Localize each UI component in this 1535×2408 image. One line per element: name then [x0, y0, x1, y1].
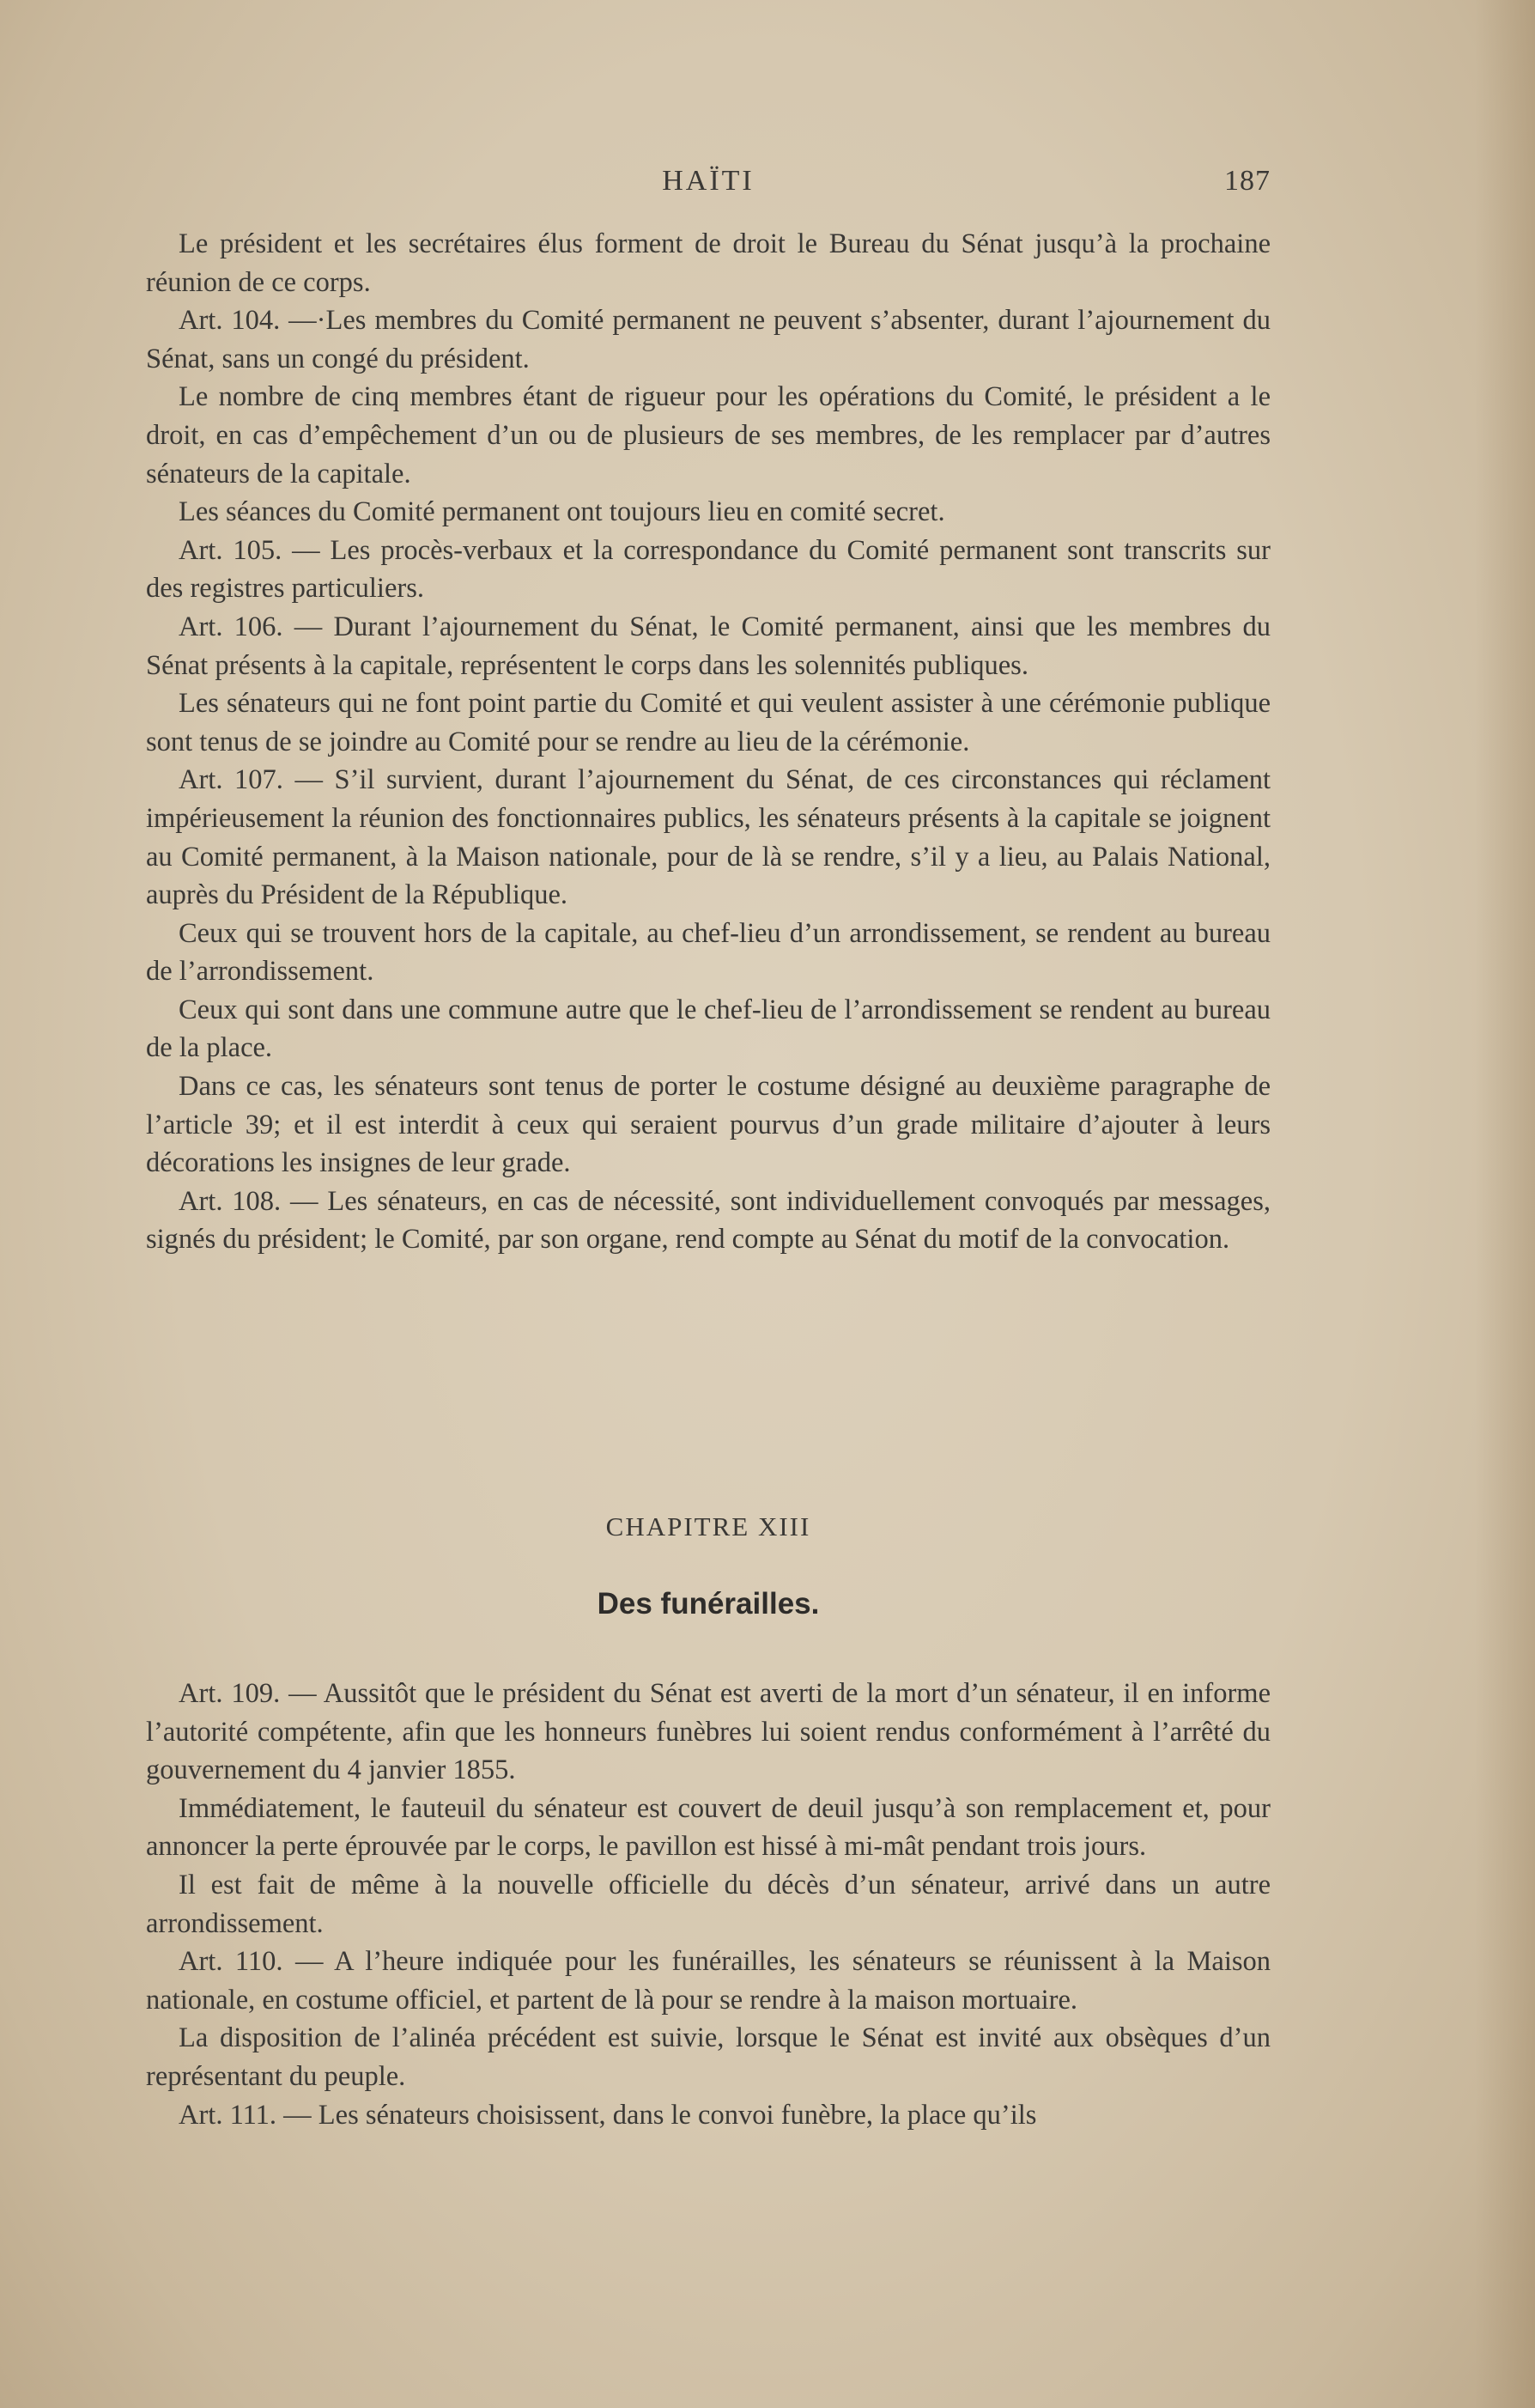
paragraph: Art. 108. — Les sénateurs, en cas de nécessité, sont individuellement convoqués par messages, signés du président; le Comité, par son organe, rend compte au Sénat du motif de la convocation.: [146, 1185, 1271, 1256]
paragraph: Les séances du Comité permanent ont toujours lieu en comité secret.: [179, 496, 945, 528]
paragraph: Art. 110. — A l’heure indiquée pour les funérailles, les sénateurs se réunissent à la Maison nationale, en costume officiel, et partent de là pour se rendre à la maison mortuaire.: [146, 1946, 1271, 2016]
paragraph: Les sénateurs qui ne font point partie du Comité et qui veulent assister à une cérémonie publique sont tenus de se joindre au Comité pour se rendre au lieu de la cérémonie.: [146, 688, 1271, 757]
paragraph: Il est fait de même à la nouvelle officielle du décès d’un sénateur, arrivé dans un autre arrondissement.: [146, 1869, 1271, 1939]
paragraph: Art. 107. — S’il survient, durant l’ajournement du Sénat, de ces circonstances qui réclament impérieusement la réunion des fonctionnaires publics, les sénateurs présents à la capitale se joignent au Comité permanent, à la Maison nationale, pour de là se rendre, s’il y a lieu, au Palais National, auprès du Président de la République.: [146, 764, 1271, 911]
paragraph: Art. 109. — Aussitôt que le président du Sénat est averti de la mort d’un sénateur, il en informe l’autorité compétente, afin que les honneurs funèbres lui soient rendus conformément à l’arrêté du gouvernement du 4 janvier 1855.: [146, 1678, 1271, 1786]
page-edge-shadow: [1475, 0, 1535, 2408]
chapter-title: Des funérailles.: [597, 1587, 820, 1621]
paragraph: Immédiatement, le fauteuil du sénateur est couvert de deuil jusqu’à son remplacement et, pour annoncer la perte éprouvée par le corps, le pavillon est hissé à mi-mât pendant trois jours.: [146, 1792, 1271, 1863]
running-title: HAÏTI: [662, 165, 755, 197]
chapter-number: CHAPITRE XIII: [605, 1511, 811, 1541]
body-text-top: [146, 225, 1271, 1259]
paragraph: Le nombre de cinq membres étant de rigueur pour les opérations du Comité, le président a le droit, en cas d’empêchement d’un ou de plusieurs de ses membres, de les remplacer par d’autres sénateurs de la capitale.: [146, 381, 1271, 490]
paragraph: Ceux qui se trouvent hors de la capitale, au chef-lieu d’un arrondissement, se rendent au bureau de l’arrondissement.: [146, 917, 1271, 988]
paragraph: Dans ce cas, les sénateurs sont tenus de porter le costume désigné au deuxième paragraphe de l’article 39; et il est interdit à ceux qui seraient pourvus d’un grade militaire d’ajouter à leurs décorations les insignes de leur grade.: [146, 1071, 1271, 1179]
paragraph: La disposition de l’alinéa précédent est suivie, lorsque le Sénat est invité aux obsèques d’un représentant du peuple.: [146, 2022, 1271, 2092]
page-number: 187: [1224, 165, 1271, 197]
paragraph: Art. 105. — Les procès-verbaux et la correspondance du Comité permanent sont transcrits sur des registres particuliers.: [146, 534, 1271, 605]
paragraph: Art. 104. —·Les membres du Comité permanent ne peuvent s’absenter, durant l’ajournement du Sénat, sans un congé du président.: [146, 305, 1271, 374]
paragraph: Art. 106. — Durant l’ajournement du Sénat, le Comité permanent, ainsi que les membres du Sénat présents à la capitale, représentent le corps dans les solennités publiques.: [146, 611, 1271, 681]
paragraph: Ceux qui sont dans une commune autre que le chef-lieu de l’arrondissement se rendent au bureau de la place.: [146, 994, 1271, 1064]
paragraph: Art. 111. — Les sénateurs choisissent, dans le convoi funèbre, la place qu’ils: [179, 2099, 1037, 2131]
body-text-bottom: [146, 1675, 1271, 2134]
paragraph: Le président et les secrétaires élus forment de droit le Bureau du Sénat jusqu’à la prochaine réunion de ce corps.: [146, 228, 1271, 298]
running-head: [146, 165, 1271, 208]
